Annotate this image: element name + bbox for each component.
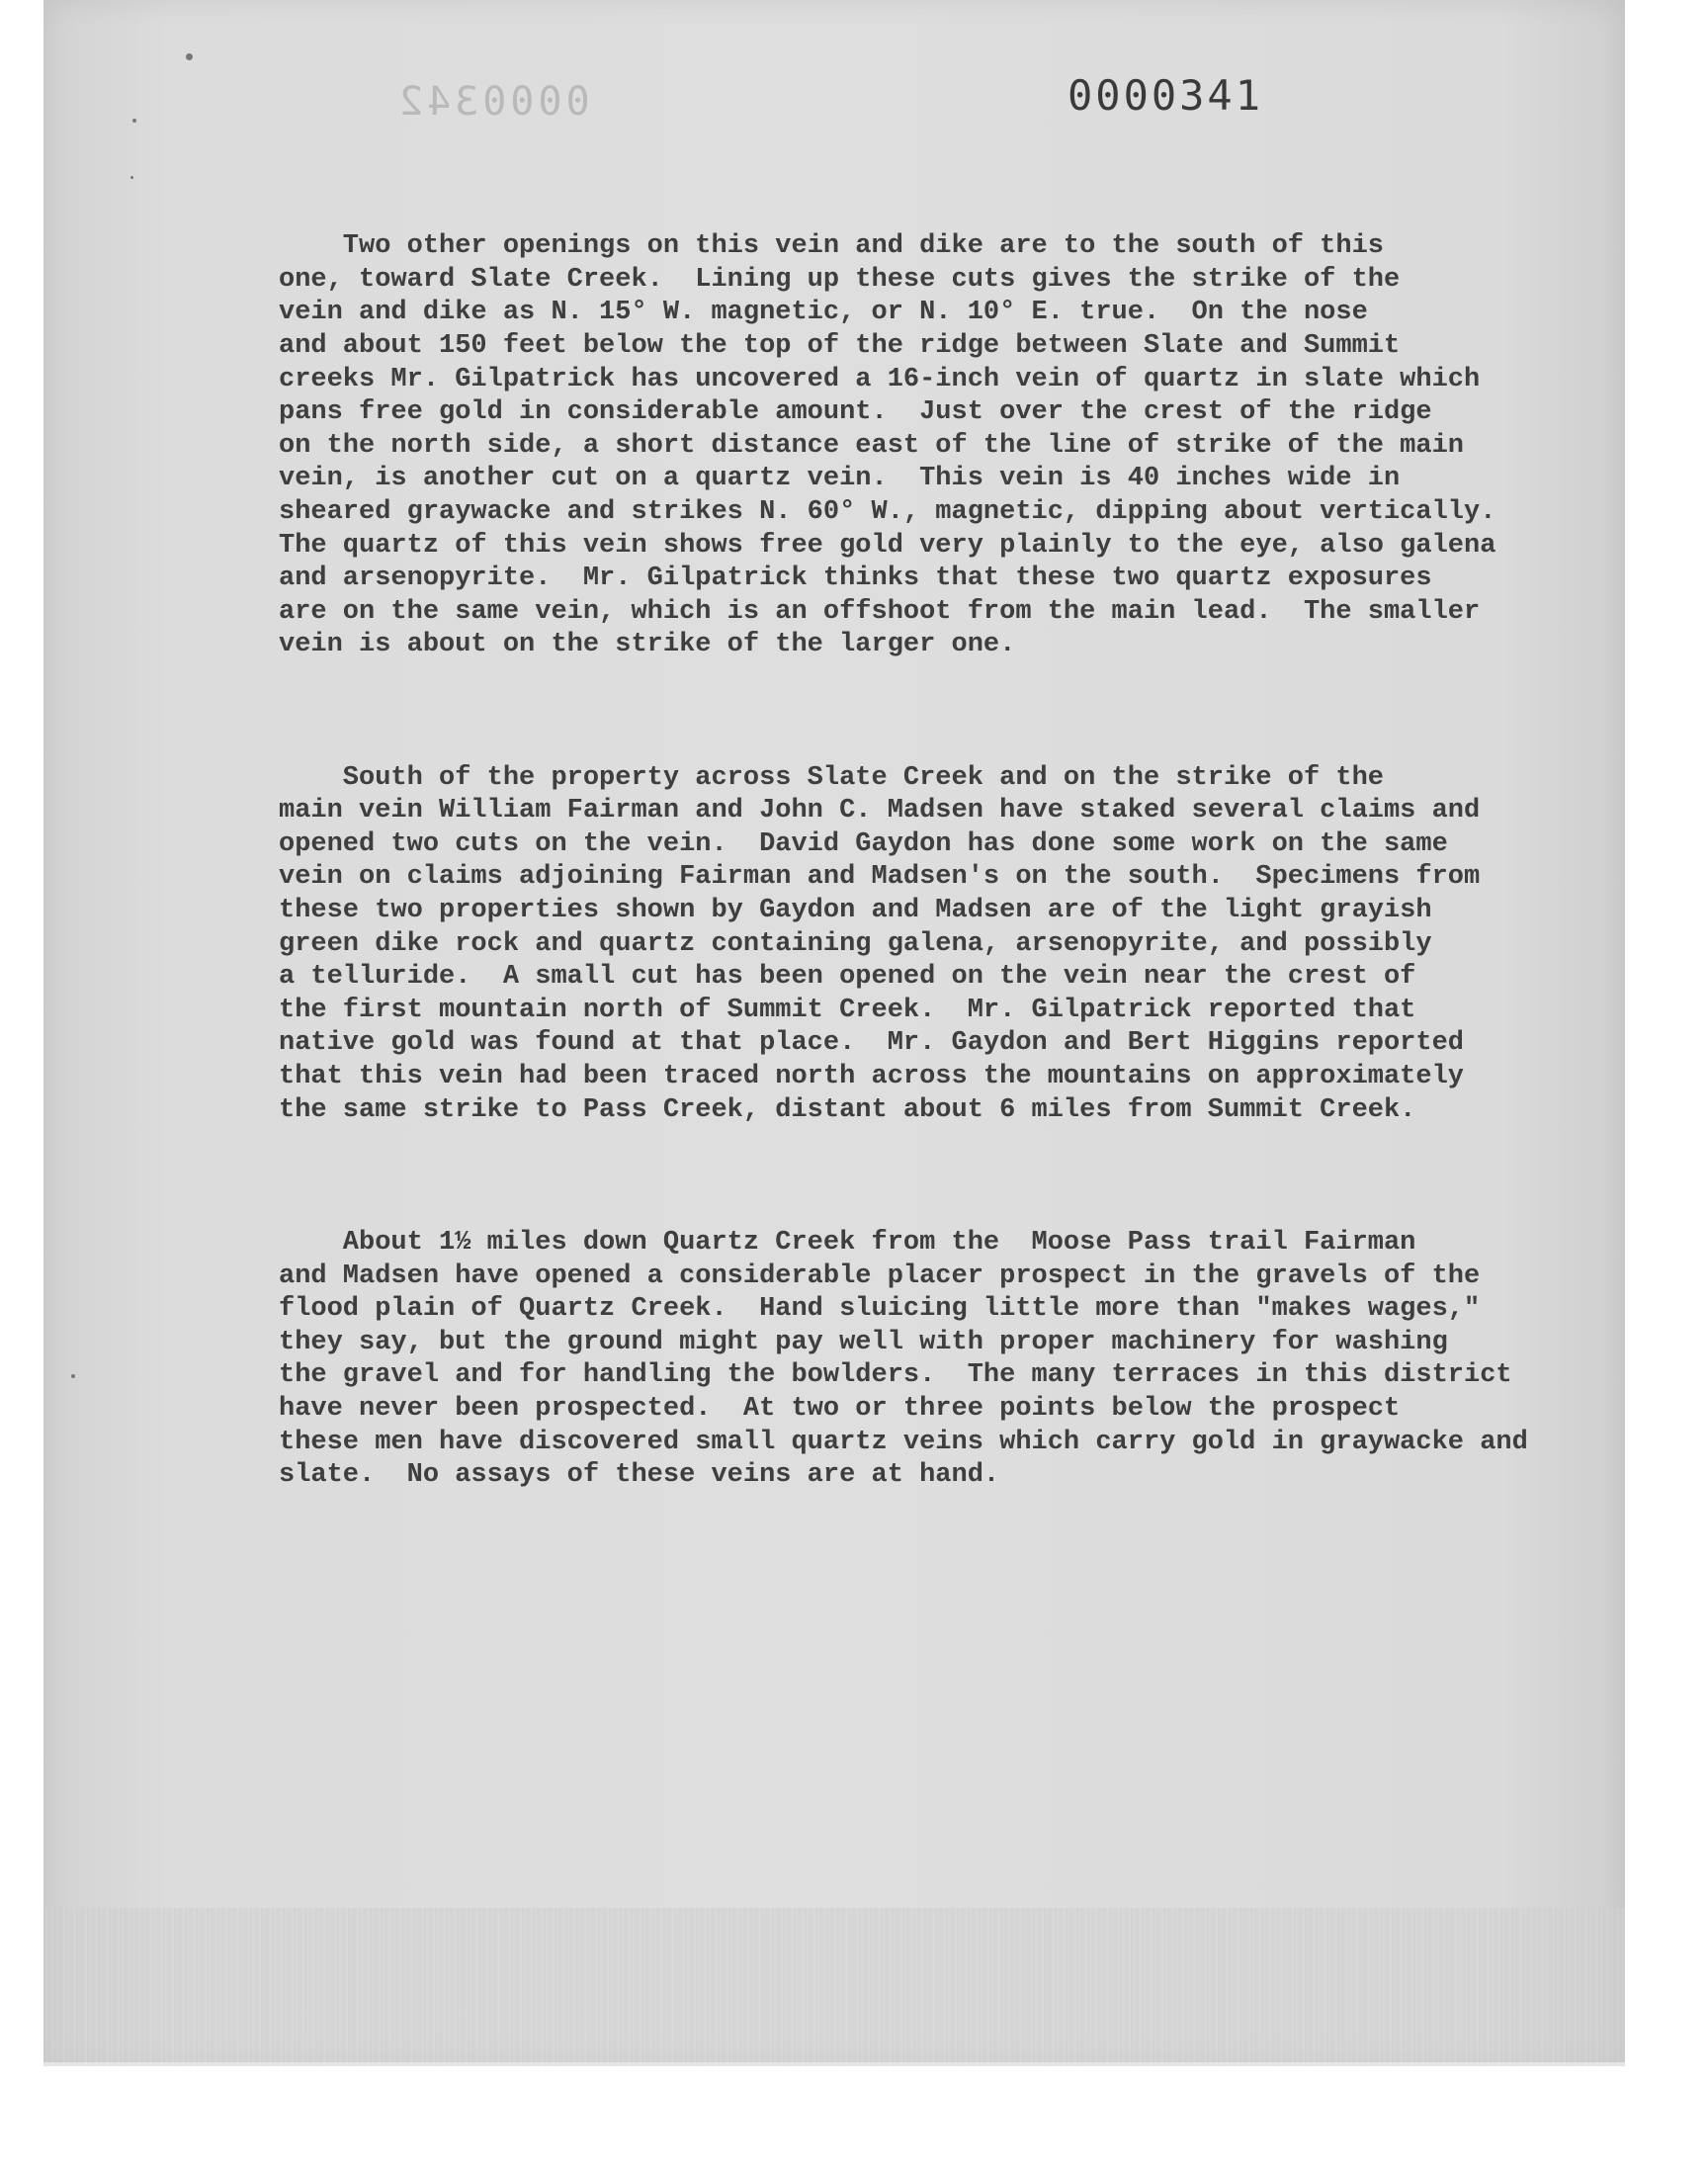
page-number: 0000341: [1068, 71, 1264, 120]
paragraph-3: About 1½ miles down Quartz Creek from the Moose Pass trail Fairman and Madsen have opened a considerable placer prospect in the gravels of the flood plain of Quartz Creek. Hand sluicing little more than "makes wages," they say, but the ground might pay well with proper machinery for washing the gravel and for handling the bowlders. The many terraces in this district have never been prospected. At two or three points below the prospect these men have discovered small quartz veins which carry gold in graywacke and slate. No assays of these veins are at hand.: [279, 1228, 1528, 1491]
paragraph-2: South of the property across Slate Creek and on the strike of the main vein William Fairman and John C. Madsen have staked several claims and opened two cuts on the vein. David Gaydon has done some work on the same vein on claims adjoining Fairman and Madsen's on the south. Specimens from these two properties shown by Gaydon and Madsen are of the light grayish green dike rock and quartz containing galena, arsenopyrite, and possibly a telluride. A small cut has been opened on the vein near the crest of the first mountain north of Summit Creek. Mr. Gilpatrick reported that native gold was found at that place. Mr. Gaydon and Bert Higgins reported that this vein had been traced north across the mountains on approximately the same strike to Pass Creek, distant about 6 miles from Summit Creek.: [279, 762, 1481, 1125]
bleed-through-page-number: 0000342: [395, 79, 590, 125]
scan-speck: [132, 119, 136, 123]
body-text: [279, 164, 1603, 1559]
scan-speck: [186, 53, 193, 60]
paragraph-1: Two other openings on this vein and dike are to the south of this one, toward Slate Creek. Lining up these cuts gives the strike of the vein and dike as N. 15° W. magnetic, or N. 10° E. true. On the nose and about 150 feet below the top of the ridge between Slate and Summit creeks Mr. Gilpatrick has uncovered a 16-inch vein of quartz in slate which pans free gold in considerable amount. Just over the crest of the ridge on the north side, a short distance east of the line of strike of the main vein, is another cut on a quartz vein. This vein is 40 inches wide in sheared graywacke and strikes N. 60° W., magnetic, dipping about vertically. The quartz of this vein shows free gold very plainly to the eye, also galena and arsenopyrite. Mr. Gilpatrick thinks that these two quartz exposures are on the same vein, which is an offshoot from the main lead. The smaller vein is about on the strike of the larger one.: [279, 231, 1496, 660]
scan-speck: [71, 1374, 75, 1378]
scan-artifact-strip: [43, 1908, 1625, 2066]
scan-speck: [130, 176, 133, 179]
